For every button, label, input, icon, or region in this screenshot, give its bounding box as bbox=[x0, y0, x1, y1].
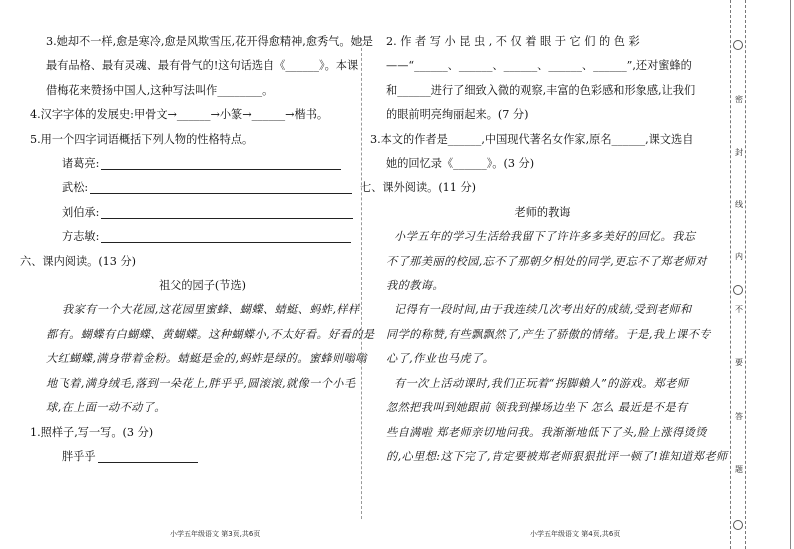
binding-margin bbox=[730, 0, 746, 549]
answer-line[interactable] bbox=[98, 449, 198, 463]
example-word: 胖乎乎 bbox=[62, 449, 96, 463]
passage-line: 有一次上活动课时,我们正玩着“拐脚賴人”的游戏。郑老师 bbox=[394, 376, 689, 390]
passage-line: 都有。蝴蝶有白蝴蝶、黄蝴蝶。这种蝴蝶小,不太好看。好看的是 bbox=[46, 327, 375, 341]
q4-text: 4.汉字字体的发展史:甲骨文→______→小篆→______→楷书。 bbox=[30, 108, 329, 122]
binding-label: 密 bbox=[735, 95, 743, 104]
field-fangzhimin[interactable] bbox=[30, 225, 375, 249]
passage-line: 的,心里想:这下完了,肯定要被郑老师狠狠批评一顿了!谁知道郑老师 bbox=[386, 449, 728, 463]
passage-title: 祖父的园子(节选) bbox=[158, 279, 247, 293]
section-6-heading: 六、课内阅读。(13 分) bbox=[20, 254, 137, 268]
q2-line4: 的眼前明亮绚丽起来。(7 分) bbox=[386, 108, 529, 122]
q3-line2: 最有品格、最有灵魂、最有骨气的!这句话选自《______》。本课 bbox=[46, 59, 359, 73]
field-label: 诸葛亮: bbox=[62, 157, 100, 171]
q3-line3: 借梅花来赞扬中国人,这种写法叫作________。 bbox=[46, 83, 274, 97]
q3-line1: 3.她却不一样,愈是寒冷,愈是风欺雪压,花开得愈精神,愈秀气。她是 bbox=[46, 35, 373, 48]
binding-label: 封 bbox=[735, 148, 743, 157]
passage-line: 心了,作业也马虎了。 bbox=[386, 352, 495, 366]
q3-line2: 她的回忆录《______》。(3 分) bbox=[386, 157, 535, 171]
example-field[interactable] bbox=[30, 445, 375, 469]
field-label: 刘伯承: bbox=[62, 205, 100, 219]
binding-label: 线 bbox=[735, 200, 743, 209]
passage-line: 我家有一个大花园,这花园里蜜蜂、蝴蝶、蜻蜓、蚂蚱,样样 bbox=[62, 303, 360, 317]
passage-line: 大红蝴蝶,满身带着金粉。蜻蜓是金的,蚂蚱是绿的。蜜蜂则嗡嗡 bbox=[46, 352, 367, 366]
field-liubocheng[interactable] bbox=[30, 201, 375, 225]
passage-line: 不了那美丽的校园,忘不了那朝夕相处的同学,更忘不了郑老师对 bbox=[386, 254, 707, 268]
page-footer-left: 小学五年级语文 第3页,共6页 bbox=[170, 530, 261, 538]
answer-line[interactable] bbox=[90, 180, 352, 194]
binding-circle bbox=[733, 520, 743, 530]
binding-label: 答 bbox=[735, 412, 743, 421]
passage-line: 我的教诲。 bbox=[386, 279, 444, 293]
passage-line: 小学五年的学习生活给我留下了许许多多美好的回忆。我忘 bbox=[394, 230, 696, 244]
binding-label: 题 bbox=[735, 465, 743, 474]
right-column bbox=[360, 30, 728, 523]
binding-label: 不 bbox=[735, 305, 743, 314]
field-wusong[interactable] bbox=[30, 176, 375, 200]
field-label: 武松: bbox=[62, 181, 89, 195]
binding-circle bbox=[733, 40, 743, 50]
field-label: 方志敏: bbox=[62, 230, 100, 244]
passage-line: 地飞着,满身绒毛,落到一朵花上,胖乎乎,圆滚滚,就像一个小毛 bbox=[46, 376, 356, 390]
q2-line3: 和______进行了细致入微的观察,丰富的色彩感和形象感,让我们 bbox=[386, 83, 696, 97]
answer-line[interactable] bbox=[101, 205, 353, 219]
passage-title: 老师的教诲 bbox=[514, 205, 571, 219]
section-7-heading: 七、课外阅读。(11 分) bbox=[360, 181, 477, 195]
left-column bbox=[20, 30, 375, 523]
passage-line: 球,在上面一动不动了。 bbox=[46, 401, 166, 415]
answer-line[interactable] bbox=[101, 156, 341, 170]
page-edge bbox=[790, 0, 791, 549]
passage-line: 同学的称赞,有些飘飘然了,产生了骄傲的情绪。于是,我上课不专 bbox=[386, 327, 711, 341]
passage-line: 记得有一段时间,由于我连续几次考出好的成绩,受到老师和 bbox=[394, 303, 692, 317]
binding-label: 内 bbox=[735, 252, 743, 261]
q6-1-text: 1.照样子,写一写。(3 分) bbox=[30, 425, 154, 439]
binding-circle bbox=[733, 285, 743, 295]
passage-line: 些自满啦 郑老师亲切地问我。我渐渐地低下了头,脸上涨得烫烫 bbox=[386, 425, 707, 439]
field-zhuge[interactable] bbox=[30, 152, 375, 176]
q5-text: 5.用一个四字词语概括下列人物的性格特点。 bbox=[30, 132, 254, 146]
page-footer-right: 小学五年级语文 第4页,共6页 bbox=[530, 530, 621, 538]
answer-line[interactable] bbox=[101, 229, 351, 243]
q2-line2: ——“______、______、______、______、______”,还对蜜蜂的 bbox=[386, 59, 692, 73]
q3-line1: 3.本文的作者是______,中国现代著名女作家,原名______,课文选自 bbox=[370, 132, 694, 146]
passage-line: 忽然把我叫到她跟前 领我到操场边坐下 怎么 最近是不是有 bbox=[386, 401, 688, 415]
q2-line1: 2. 作 者 写 小 昆 虫 , 不 仅 着 眼 于 它 们 的 色 彩 bbox=[386, 35, 640, 48]
column-divider bbox=[361, 38, 362, 519]
binding-label: 要 bbox=[735, 358, 743, 367]
